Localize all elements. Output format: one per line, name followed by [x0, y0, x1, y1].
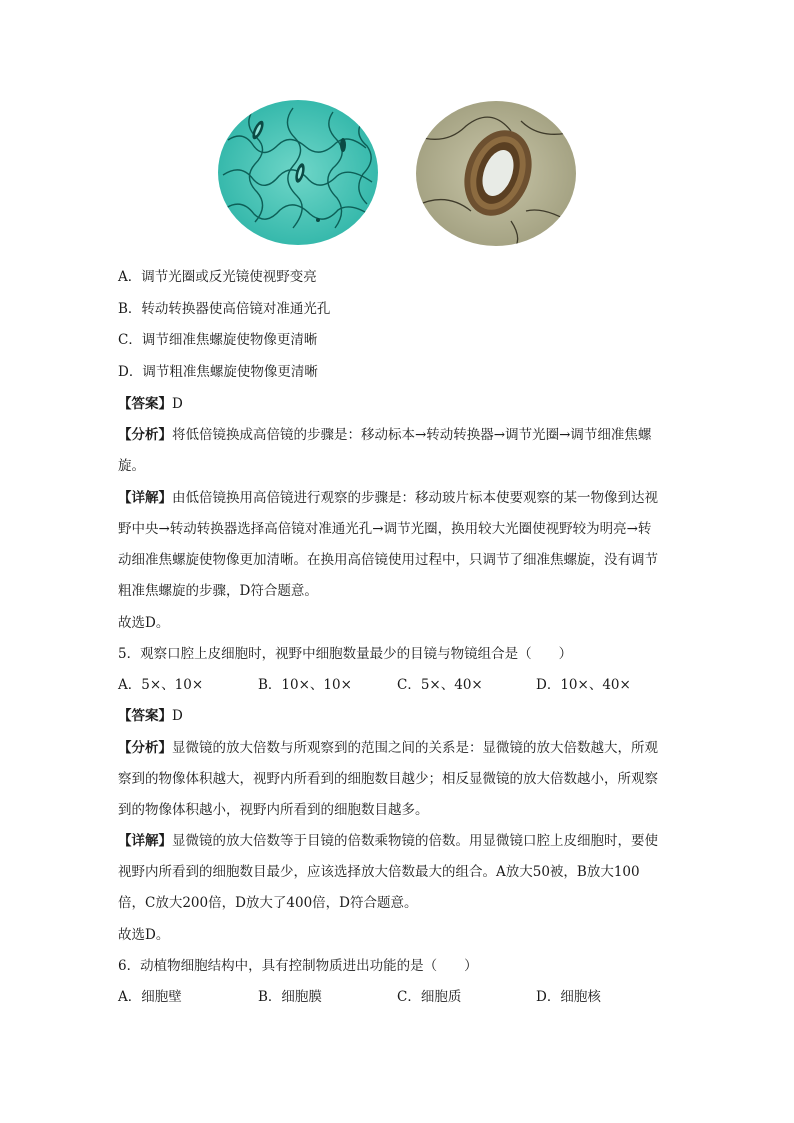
q4-option-d: D．调节粗准焦螺旋使物像更清晰	[118, 364, 318, 380]
stained-epidermis-micrograph	[218, 100, 378, 245]
q5-option-c: C．5×、40×	[397, 677, 483, 693]
q4-conclusion: 故选D。	[118, 615, 170, 631]
q5-analysis-tag: 【分析】	[118, 740, 172, 756]
q5-detail-line-3: 倍，C放大200倍，D放大了400倍，D符合题意。	[118, 895, 418, 911]
q6-option-d: D．细胞核	[536, 989, 601, 1005]
q5-conclusion: 故选D。	[118, 927, 170, 943]
q5-option-b: B．10×、10×	[258, 677, 352, 693]
q5-answer-tag: 【答案】	[118, 708, 172, 724]
q4-option-c: C．调节细准焦螺旋使物像更清晰	[118, 332, 318, 348]
q5-analysis-text-1: 显微镜的放大倍数与所观察到的范围之间的关系是：显微镜的放大倍数越大，所观	[172, 740, 658, 756]
q5-detail-tag: 【详解】	[118, 833, 172, 849]
q5-analysis-line-2: 察到的物像体积越大，视野内所看到的细胞数目越少；相反显微镜的放大倍数越小，所观察	[118, 771, 658, 787]
q6-option-a: A．细胞壁	[118, 989, 182, 1005]
guard-cell-micrograph	[416, 101, 576, 246]
q5-detail-line-2: 视野内所看到的细胞数目最少，应该选择放大倍数最大的组合。A放大50被，B放大100	[118, 864, 640, 880]
q4-detail-line-3: 动细准焦螺旋使物像更加清晰。在换用高倍镜使用过程中，只调节了细准焦螺旋，没有调节	[118, 552, 658, 568]
q6-question: 6．动植物细胞结构中，具有控制物质进出功能的是（ ）	[118, 958, 478, 974]
q4-analysis-text-1: 将低倍镜换成高倍镜的步骤是：移动标本→转动转换器→调节光圈→调节细准焦螺	[172, 427, 652, 443]
q4-answer	[118, 394, 183, 414]
q4-option-a: A．调节光圈或反光镜使视野变亮	[118, 269, 317, 285]
q4-analysis-line-1	[118, 425, 651, 445]
q6-option-c: C．细胞质	[397, 989, 462, 1005]
q5-answer-value: D	[172, 708, 183, 724]
q5-option-a: A．5×、10×	[118, 677, 204, 693]
q4-detail-line-4: 粗准焦螺旋的步骤，D符合题意。	[118, 583, 318, 599]
q4-detail-line-2: 野中央→转动转换器选择高倍镜对准通光孔→调节光圈，换用较大光圈使视野较为明亮→转	[118, 521, 652, 537]
q4-option-b: B．转动转换器使高倍镜对准通光孔	[118, 301, 331, 317]
q5-option-d: D．10×、40×	[536, 677, 631, 693]
q6-option-b: B．细胞膜	[258, 989, 322, 1005]
q5-analysis-line-3: 到的物像体积越小，视野内所看到的细胞数目越多。	[118, 802, 429, 818]
q4-analysis-line-2: 旋。	[118, 458, 145, 474]
q4-detail-tag: 【详解】	[118, 490, 172, 506]
q4-detail-text-1: 由低倍镜换用高倍镜进行观察的步骤是：移动玻片标本使要观察的某一物像到达视	[172, 490, 658, 506]
q4-analysis-tag: 【分析】	[118, 427, 172, 443]
q5-detail-text-1: 显微镜的放大倍数等于目镜的倍数乘物镜的倍数。用显微镜口腔上皮细胞时，要使	[172, 833, 658, 849]
q5-answer	[118, 706, 183, 726]
microscope-figure	[218, 100, 578, 248]
q5-detail-line-1	[118, 831, 658, 851]
q4-answer-value: D	[172, 396, 183, 412]
q5-question: 5．观察口腔上皮细胞时，视野中细胞数量最少的目镜与物镜组合是（ ）	[118, 646, 573, 662]
q4-detail-line-1	[118, 488, 658, 508]
q5-analysis-line-1	[118, 738, 658, 758]
q4-answer-tag: 【答案】	[118, 396, 172, 412]
